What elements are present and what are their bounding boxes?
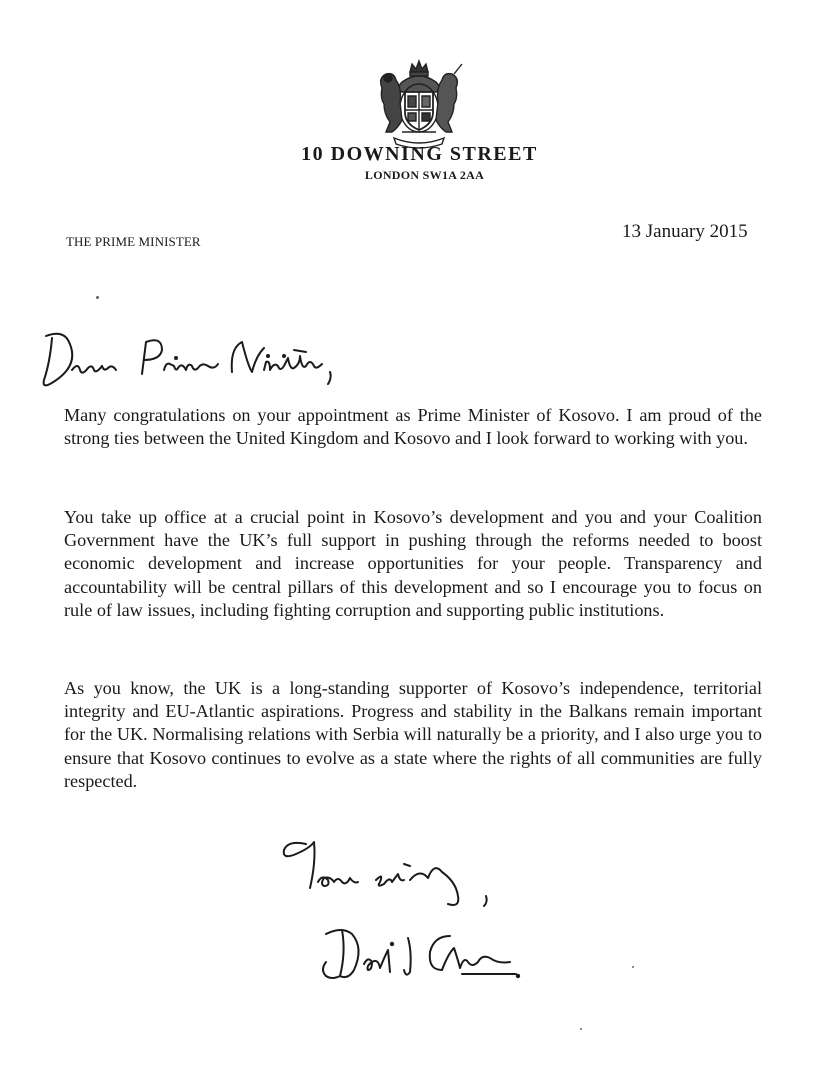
address-line-2: LONDON SW1A 2AA	[364, 168, 485, 182]
body-paragraph-2: You take up office at a crucial point in Kosovo’s development and you and your Coalition Government have the UK’s full support in pushing through the reforms needed to boost economic development and increase opportunities for your people. Transparency and accountability will be central pillars of this development and so I encourage you to focus on rule of law issues, including fighting corruption and supporting public institutions.	[64, 507, 762, 620]
sender-title: THE PRIME MINISTER	[66, 234, 201, 249]
royal-coat-of-arms-icon	[372, 58, 466, 150]
body-paragraph-1: Many congratulations on your appointment as Prime Minister of Kosovo. I am proud of the strong ties between the United Kingdom and Kosovo and I look forward to working with you.	[64, 405, 762, 449]
body-paragraph-3: As you know, the UK is a long-standing supporter of Kosovo’s independence, territorial integrity and EU-Atlantic aspirations. Progress and stability in the Balkans remain important for the UK. Normalising relations with Serbia will naturally be a priority, and I also urge you to ensure that Kosovo continues to evolve as a state where the rights of all communities are fully respected.	[64, 678, 762, 791]
scan-speck	[632, 966, 634, 968]
address-line-1: 10 DOWNING STREET	[301, 143, 538, 165]
handwritten-salutation	[38, 326, 338, 392]
scan-speck	[580, 1028, 582, 1030]
handwritten-signature	[312, 918, 524, 990]
letter-date: 13 January 2015	[622, 221, 748, 242]
scan-speck	[96, 296, 99, 299]
handwritten-closing	[280, 832, 500, 914]
